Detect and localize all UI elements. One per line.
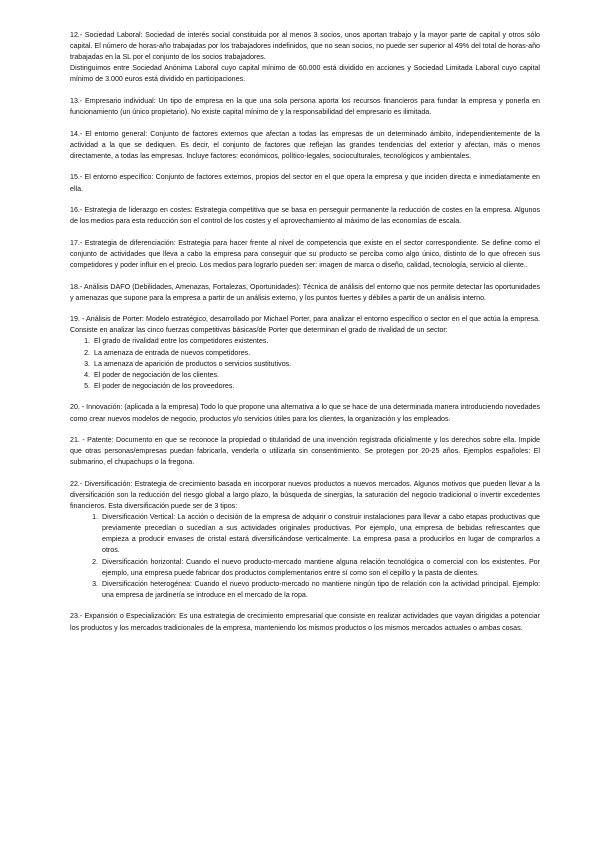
entry-text: 15.- El entorno específico: Conjunto de factores externos, propios del sector en el que opera la empresa y que inciden directa e inmediatamente en ella. <box>70 173 540 193</box>
entry-text: 12.- Sociedad Laboral: Sociedad de interés social constituida por al menos 3 socios, unos aportan trabajo y la mayor parte de capital y otros sólo capital. El número de horas-año trabajadas por los trabajadores indefinidos, que no sean socios, no puede ser superior al 49% del total de horas-año trabajadas en la SL por el conjunto de los socios trabajadores. <box>70 31 540 62</box>
entry-extra: Distinguimos entre Sociedad Anónima Laboral cuyo capital mínimo de 60.000 está dividido en acciones y Sociedad Limitada Laboral cuyo capital mínimo de 3.000 euros está dividido en participaciones. <box>70 64 540 84</box>
entry-text: 21. - Patente: Documento en que se reconoce la propiedad o titularidad de una invención registrada oficialmente y los derechos sobre ella. Impide que otras personas/empresas puedan fabricarla, venderla o utilizarla sin consentimiento. Se protegen por 20-25 años. Ejemplos españoles: El submarino, el chupachups o la fregona. <box>70 436 540 467</box>
list-item: 4. El poder de negociación de los clientes. <box>92 370 540 381</box>
entry-21 <box>70 435 540 468</box>
entry-text: 17.- Estrategia de diferenciación: Estrategia para hacer frente al nivel de competencia que existe en el sector correspondiente. Se define como el conjunto de actividades que lleva a cabo la empresa para conseguir que su producto se perciba como algo único, distinto de lo que ofrecen sus competidores y poder influir en el precio. Los medios para lograrlo pueden ser: imagen de marca o diseño, calidad, tecnología, servicio al cliente.. <box>70 238 540 269</box>
entry-text: 18.- Análisis DAFO (Debilidades, Amenazas, Fortalezas, Oportunidades): Técnica de análisis del entorno que nos permite detectar las oportunidades y amenazas que supone para la empresa a partir de un análisis externo, y los puntos fuertes y débiles a partir de un análisis interno. <box>70 282 540 302</box>
diversification-types-list <box>70 512 540 601</box>
entry-12 <box>70 30 540 85</box>
entry-16 <box>70 205 540 227</box>
list-item: 2. Diversificación horizontal: Cuando el nuevo producto-mercado mantiene alguna relación tecnológica o comercial con los existentes. Por ejemplo, una empresa puede fabricar dos productos complementarios entre sí como son el cepillo y la pasta de dientes. <box>100 557 540 579</box>
entry-18 <box>70 282 540 304</box>
entry-text: 20. - Innovación: (aplicada a la empresa) Todo lo que propone una alternativa a lo que se hace de una determinada manera introduciendo novedades como crear nuevos modelos de negocio, productos y/o servicios útiles para los clientes, la organización y los empleados. <box>70 403 540 423</box>
list-item: 3. La amenaza de aparición de productos o servicios sustitutivos. <box>92 359 540 370</box>
entry-text: 14.- El entorno general: Conjunto de factores externos que afectan a todas las empresas de un determinado ámbito, independientemente de la actividad a la que se dediquen. Es decir, el conjunto de factores que reflejan las grandes tendencias del exterior y afectan, más o menos directamente, a todas las empresas. Incluye factores: económicos, político-legales, socioculturales, tecnológicos y ambientales. <box>70 129 540 160</box>
entry-14 <box>70 129 540 162</box>
entry-17 <box>70 238 540 271</box>
list-item: 2. La amenaza de entrada de nuevos competidores. <box>92 348 540 359</box>
entry-text: 16.- Estrategia de liderazgo en costes: Estrategia competitiva que se basa en perseguir permanente la reducción de costes en la empresa. Algunos de los medios para esta reducción son el control de los costes y el aprovechamiento al máximo de las economías de escala. <box>70 206 540 226</box>
entry-13 <box>70 96 540 118</box>
entry-22 <box>70 479 540 601</box>
list-item: 3. Diversificación heterogénea: Cuando el nuevo producto-mercado no mantiene ningún tipo de relación con la actividad principal. Ejemplo: una empresa de jardinería se introduce en el mercado de la ropa. <box>100 579 540 601</box>
entry-19 <box>70 314 540 392</box>
entry-15 <box>70 172 540 194</box>
list-item: 1. Diversificación Vertical: La acción o decisión de la empresa de adquirir o construir instalaciones para llevar a cabo etapas productivas que previamente precedían o sucedían a sus actividades originales productivas. Por ejemplo, una empresa de bebidas refrescantes que empieza a producir envases de cristal estará diversificándose verticalmente. La empresa pasa a producirlos en lugar de comprarlos a otros. <box>100 512 540 556</box>
list-item: 1. El grado de rivalidad entre los competidores existentes. <box>92 336 540 347</box>
list-item: 5. El poder de negociación de los proveedores. <box>92 381 540 392</box>
entry-text: 13.- Empresario individual: Un tipo de empresa en la que una sola persona aporta los recursos financieros para fundar la empresa y ponerla en funcionamiento (un único propietario). No existe capital mínimo de y la responsabilidad del empresario es ilimitada. <box>70 96 540 117</box>
entry-23 <box>70 611 540 633</box>
entry-20 <box>70 402 540 424</box>
entry-text: 23.- Expansión o Especialización: Es una estrategia de crecimiento empresarial que consiste en realizar actividades que vayan dirigidas a potenciar los productos y los mercados tradicionales de la empresa, manteniendo los mismos productos o los mismos mercados actuales o ambas cosas. <box>70 612 540 632</box>
entry-text: 19. - Análisis de Porter: Modelo estratégico, desarrollado por Michael Porter, para analizar el entorno específico o sector en el que actúa la empresa. Consiste en analizar las cinco fuerzas competitivas básicas/de Porter que determinan el grado de rivalidad de un sector: <box>70 315 540 335</box>
entry-text: 22.- Diversificación: Estrategia de crecimiento basada en incorporar nuevos productos a nuevos mercados. Algunos motivos que pueden llevar a la diversificación son la reducción del riesgo global a largo plazo, la búsqueda de sinergias, la saturación del negocio tradicional o invertir excedentes financieros. Esta diversificación puede ser de 3 tipos: <box>70 479 540 511</box>
porter-forces-list <box>70 336 540 391</box>
